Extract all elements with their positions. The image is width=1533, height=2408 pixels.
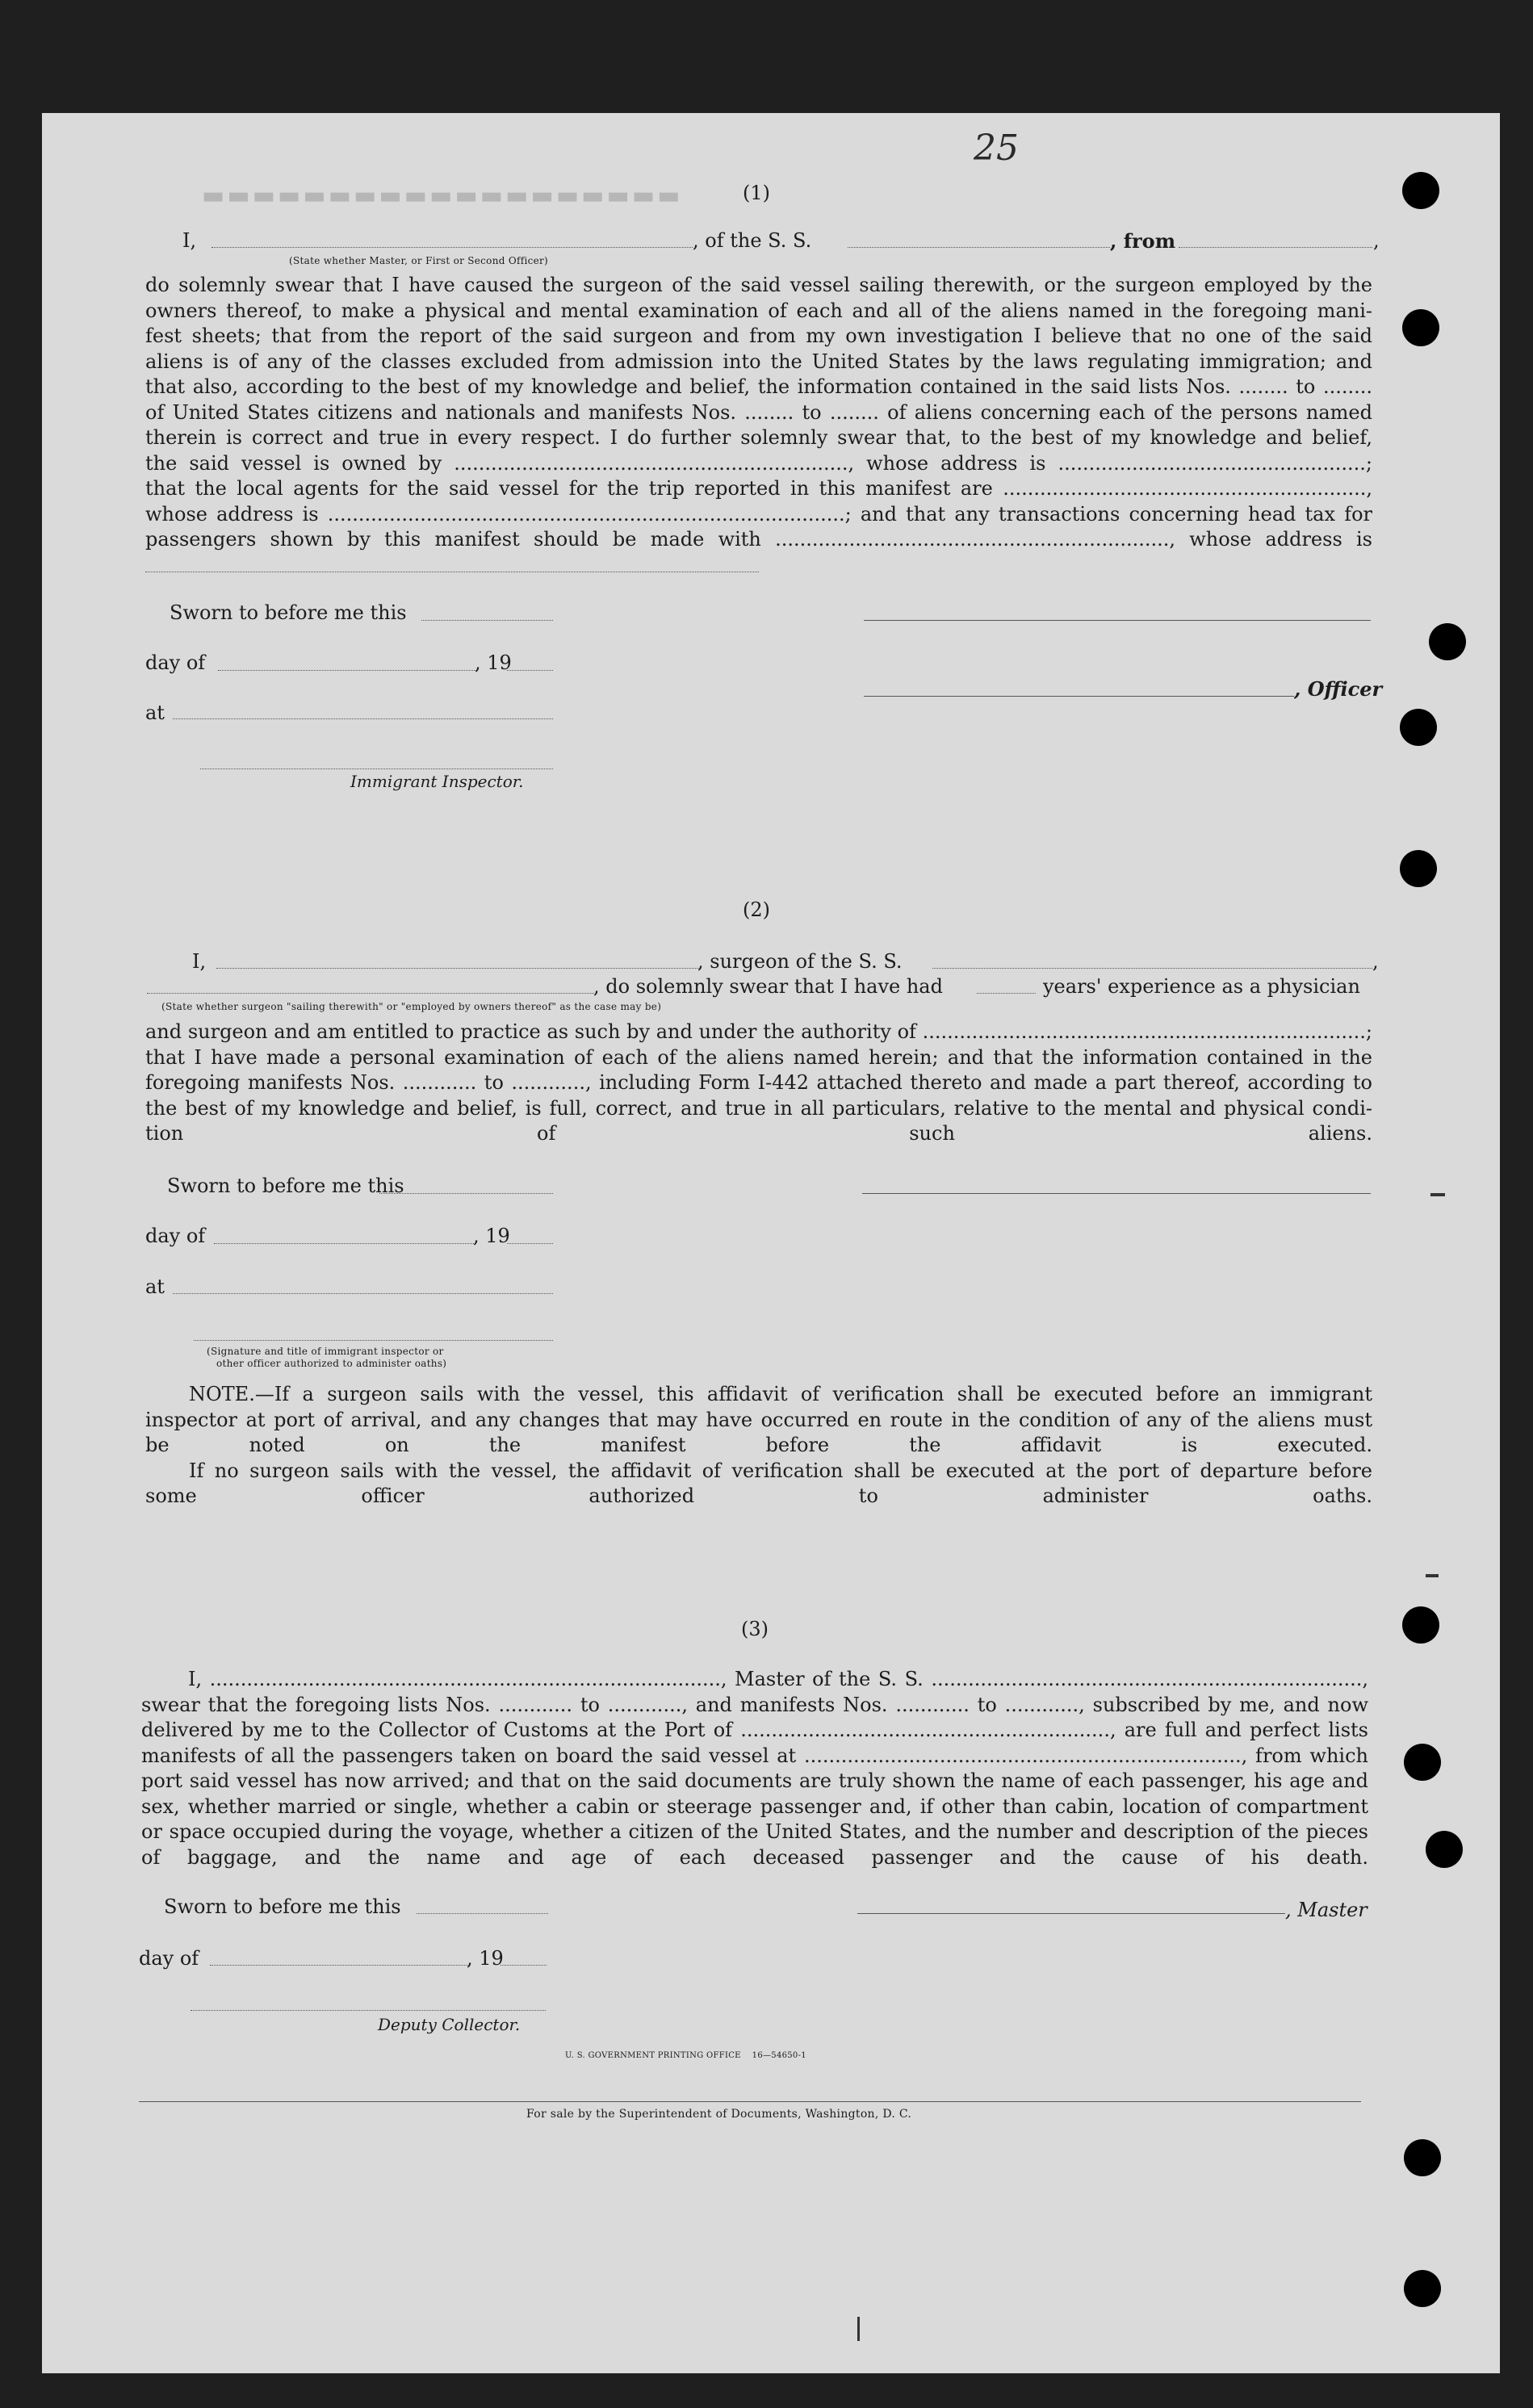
officer-label: , Officer bbox=[1294, 677, 1383, 701]
punch-hole bbox=[1400, 709, 1437, 746]
oath-line: and surgeon and am entitled to practice as such by and under the authority of ........................................................................; bbox=[145, 1020, 1372, 1043]
oath-line: that also, according to the best of my knowledge and belief, the information contained in the said lists Nos. ........ to ........ bbox=[145, 375, 1372, 398]
section-3-oath bbox=[141, 1667, 1368, 1870]
oath-line: therein is correct and true in every respect. I do further solemnly swear that, to the best of my knowledge and belief, bbox=[145, 426, 1372, 449]
sworn-label: Sworn to before me this bbox=[164, 1895, 401, 1918]
section-2-i: I, bbox=[192, 950, 207, 973]
sworn-label: Sworn to before me this bbox=[167, 1175, 404, 1197]
punch-hole bbox=[1402, 172, 1439, 209]
years-experience-line[interactable] bbox=[977, 993, 1036, 994]
surgeon-status-caption: (State whether surgeon "sailing therewith" or "employed by owners thereof" as the case may be) bbox=[161, 1001, 662, 1012]
master-name-line[interactable] bbox=[212, 247, 693, 248]
punch-hole bbox=[1404, 2139, 1441, 2176]
section-3-heading: (3) bbox=[741, 1618, 769, 1640]
at-label: at bbox=[145, 1275, 165, 1298]
year-line[interactable] bbox=[507, 1243, 553, 1244]
year-label: , 19 bbox=[467, 1947, 504, 1970]
oath-line: the said vessel is owned by ................................................................, whose address is ..................................................; bbox=[145, 451, 1372, 475]
sworn-label: Sworn to before me this bbox=[170, 601, 407, 624]
margin-mark bbox=[1430, 1193, 1445, 1196]
of-ss-label: , of the S. S. bbox=[693, 229, 812, 252]
section-1-i: I, bbox=[182, 229, 197, 252]
inspector-signature-line[interactable] bbox=[200, 768, 553, 769]
master-signature-line[interactable] bbox=[857, 1913, 1285, 1914]
day-of-line[interactable] bbox=[214, 1243, 474, 1244]
note-line: NOTE.—If a surgeon sails with the vessel, this affidavit of verification shall be executed before an immigrant bbox=[189, 1383, 1372, 1405]
year-line[interactable] bbox=[501, 1965, 547, 1966]
collector-label: Deputy Collector. bbox=[378, 2015, 521, 2034]
oath-line: that the local agents for the said vessel for the trip reported in this manifest are ..........................................................., bbox=[145, 477, 1372, 500]
day-of-line[interactable] bbox=[218, 670, 476, 671]
year-label: , 19 bbox=[473, 1225, 510, 1247]
sworn-date-line[interactable] bbox=[379, 1193, 553, 1194]
oath-line: port said vessel has now arrived; and that on the said documents are truly shown the name of each passenger, his age and bbox=[141, 1769, 1368, 1792]
oath-line: foregoing manifests Nos. ............ to ............, including Form I-442 attached thereto and made a part thereof, according to bbox=[145, 1071, 1372, 1094]
collector-signature-line[interactable] bbox=[191, 2010, 546, 2011]
year-label: , 19 bbox=[475, 651, 512, 674]
day-of-label: day of bbox=[145, 651, 206, 674]
punch-hole bbox=[1400, 850, 1437, 887]
printing-office-imprint: U. S. GOVERNMENT PRINTING OFFICE 16—54650-1 bbox=[565, 2051, 806, 2060]
margin-mark bbox=[857, 2317, 860, 2341]
surgeon-note bbox=[145, 1382, 1372, 1510]
day-of-line[interactable] bbox=[210, 1965, 468, 1966]
inspector-signature-line[interactable] bbox=[194, 1340, 553, 1341]
oath-line: do solemnly swear that I have caused the surgeon of the said vessel sailing therewith, or the surgeon employed by the bbox=[145, 274, 1372, 296]
line-end-comma: , bbox=[1373, 229, 1380, 252]
footer-rule bbox=[139, 2101, 1361, 2102]
handwritten-page-number: 25 bbox=[974, 128, 1019, 169]
master-label: , Master bbox=[1285, 1899, 1368, 1921]
at-line[interactable] bbox=[173, 718, 553, 719]
punch-hole bbox=[1404, 2270, 1441, 2307]
day-of-label: day of bbox=[139, 1947, 199, 1970]
day-of-label: day of bbox=[145, 1225, 206, 1247]
line-end-comma: , bbox=[1372, 950, 1379, 973]
punch-hole bbox=[1429, 623, 1466, 660]
officer-title-line[interactable] bbox=[864, 696, 1294, 697]
at-line[interactable] bbox=[173, 1293, 553, 1294]
bleed-through-text: ▬▬▬▬▬▬▬▬▬▬▬▬▬▬▬▬▬▬▬ bbox=[202, 182, 683, 210]
oath-line: owners thereof, to make a physical and mental examination of each and all of the aliens named in the foregoing mani- bbox=[145, 299, 1372, 322]
at-label: at bbox=[145, 701, 165, 724]
surgeon-name-line[interactable] bbox=[216, 968, 701, 969]
surgeon-signature-line[interactable] bbox=[862, 1193, 1371, 1194]
oath-line: aliens is of any of the classes excluded from admission into the United States by the laws regulating immigration; and bbox=[145, 350, 1372, 373]
from-label: , from bbox=[1110, 229, 1176, 253]
section-2-oath bbox=[145, 1020, 1372, 1147]
footer-imprint: For sale by the Superintendent of Documents, Washington, D. C. bbox=[526, 2108, 912, 2121]
oath-line: sex, whether married or single, whether a cabin or steerage passenger and, if other than cabin, location of compartment bbox=[141, 1794, 1368, 1818]
vessel-name-line[interactable] bbox=[848, 247, 1110, 248]
note-line: inspector at port of arrival, and any changes that may have occurred en route in the condition of any of the aliens must bbox=[145, 1408, 1372, 1431]
oath-line: the best of my knowledge and belief, is full, correct, and true in all particulars, relative to the mental and physical condi- bbox=[145, 1096, 1372, 1120]
note-line: some officer authorized to administer oaths. bbox=[145, 1485, 1372, 1507]
officer-rank-caption: (State whether Master, or First or Second Officer) bbox=[289, 255, 549, 266]
years-experience-label: years' experience as a physician bbox=[1043, 975, 1360, 998]
section-2-heading: (2) bbox=[743, 898, 770, 921]
punch-hole bbox=[1402, 1606, 1439, 1644]
surgeon-vessel-line[interactable] bbox=[932, 968, 1372, 969]
punch-hole bbox=[1402, 309, 1439, 346]
note-line: If no surgeon sails with the vessel, the affidavit of verification shall be executed at the port of departure before bbox=[189, 1459, 1372, 1482]
oath-line: or space occupied during the voyage, whether a citizen of the United States, and the number and description of the pieces bbox=[141, 1820, 1368, 1843]
from-port-line[interactable] bbox=[1179, 247, 1372, 248]
officer-signature-line[interactable] bbox=[864, 620, 1371, 621]
section-1-heading: (1) bbox=[743, 182, 770, 204]
margin-mark bbox=[1426, 1574, 1439, 1577]
oath-line: fest sheets; that from the report of the said surgeon and from my own investigation I believe that no one of the said bbox=[145, 325, 1372, 347]
sworn-date-line[interactable] bbox=[421, 620, 553, 621]
section-1-oath bbox=[145, 273, 1372, 553]
oath-line: tion of such aliens. bbox=[145, 1122, 1372, 1145]
sworn-date-line[interactable] bbox=[417, 1913, 548, 1914]
oath-line: swear that the foregoing lists Nos. ............ to ............, and manifests Nos. ............ to ............, subscribed by me, and now bbox=[141, 1693, 1368, 1716]
signature-caption: other officer authorized to administer oaths) bbox=[216, 1358, 447, 1369]
punch-hole bbox=[1404, 1744, 1441, 1781]
inspector-label: Immigrant Inspector. bbox=[350, 772, 524, 791]
note-line: be noted on the manifest before the affidavit is executed. bbox=[145, 1434, 1372, 1456]
signature-caption: (Signature and title of immigrant inspector or bbox=[207, 1346, 444, 1357]
oath-line: delivered by me to the Collector of Customs at the Port of ............................................................, are full and perfect lists bbox=[141, 1719, 1368, 1741]
year-line[interactable] bbox=[507, 670, 553, 671]
oath-line: of United States citizens and nationals and manifests Nos. ........ to ........ of aliens concerning each of the persons named bbox=[145, 400, 1372, 424]
oath-line: I, ..................................................................................., Master of the S. S. ......................................................................, bbox=[188, 1668, 1368, 1690]
punch-hole bbox=[1426, 1831, 1463, 1868]
oath-line: of baggage, and the name and age of each deceased passenger and the cause of his death. bbox=[141, 1845, 1368, 1869]
oath-line: whose address is ....................................................................................; and that any transactions concerning head tax for bbox=[145, 502, 1372, 526]
oath-line: manifests of all the passengers taken on board the said vessel at ......................................................................., from which bbox=[141, 1744, 1368, 1767]
oath-line: passengers shown by this manifest should be made with ................................................................, whose address is bbox=[145, 528, 1372, 551]
solemnly-swear-label: , do solemnly swear that I have had bbox=[593, 975, 943, 998]
surgeon-of-ss-label: , surgeon of the S. S. bbox=[697, 950, 903, 973]
oath-line: that I have made a personal examination of each of the aliens named herein; and that the information contained in the bbox=[145, 1045, 1372, 1069]
surgeon-status-line[interactable] bbox=[147, 993, 594, 994]
